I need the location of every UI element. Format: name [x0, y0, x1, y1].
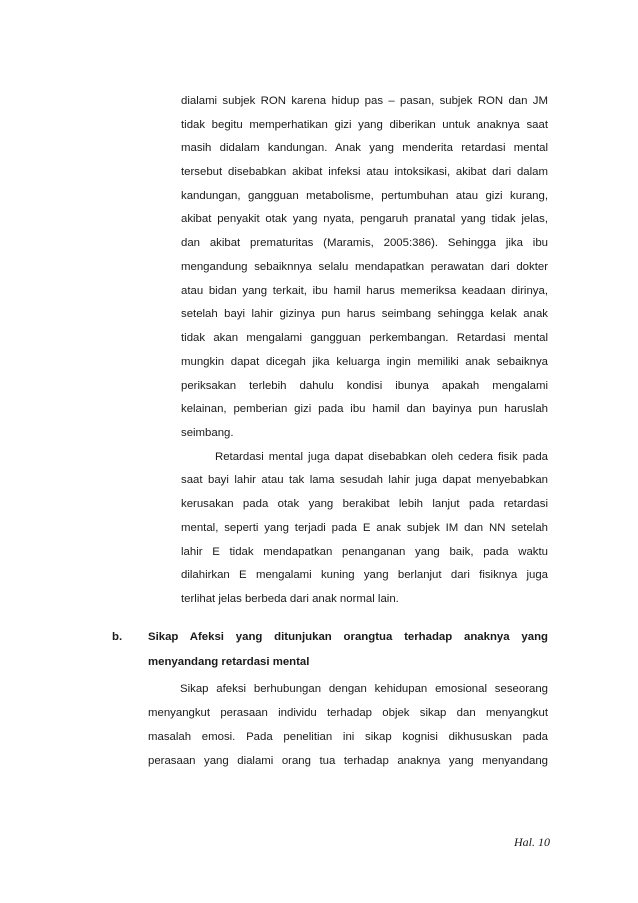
- text-line: dialami subjek RON karena hidup pas – pasan, subjek RON dan JM: [181, 95, 548, 107]
- text-line: dan akibat prematuritas (Maramis, 2005:386). Sehingga jika ibu: [181, 237, 548, 249]
- text-line: perasaan yang dialami orang tua terhadap anaknya yang menyandang: [148, 755, 548, 767]
- section-marker: b.: [112, 631, 123, 643]
- section-heading: Sikap Afeksi yang ditunjukan orangtua terhadap anaknya yang: [148, 631, 548, 643]
- text-line: akibat penyakit otak yang nyata, pengaruh pranatal yang tidak jelas,: [181, 213, 548, 225]
- text-line: seimbang.: [181, 427, 234, 439]
- text-line: tidak akan mengalami gangguan perkembangan. Retardasi mental: [181, 332, 548, 344]
- text-line: mungkin dapat dicegah jika keluarga ingin memiliki anak sebaiknya: [181, 356, 548, 368]
- text-line: mengandung sebaiknnya selalu mendapatkan perawatan dari dokter: [181, 261, 548, 273]
- text-line: tidak begitu memperhatikan gizi yang diberikan untuk anaknya saat: [181, 119, 548, 131]
- text-line: menyangkut perasaan individu terhadap objek sikap dan menyangkut: [148, 707, 548, 719]
- text-line: kelainan, pemberian gizi pada ibu hamil dan bayinya pun haruslah: [181, 403, 548, 415]
- text-line: saat bayi lahir atau tak lama sesudah lahir juga dapat menyebabkan: [181, 474, 548, 486]
- text-line: masalah emosi. Pada penelitian ini sikap kognisi dikhususkan pada: [148, 731, 548, 743]
- text-line: Sikap afeksi berhubungan dengan kehidupan emosional seseorang: [180, 683, 548, 695]
- text-line: tersebut disebabkan akibat infeksi atau intoksikasi, akibat dari dalam: [181, 166, 548, 178]
- text-line: terlihat jelas berbeda dari anak normal lain.: [181, 593, 399, 605]
- text-line: mental, seperti yang terjadi pada E anak subjek IM dan NN setelah: [181, 522, 548, 534]
- page-number: Hal. 10: [514, 835, 550, 849]
- text-line: setelah bayi lahir gizinya pun harus seimbang sehingga kelak anak: [181, 308, 548, 320]
- text-line: periksakan terlebih dahulu kondisi ibunya apakah mengalami: [181, 380, 548, 392]
- text-line: kerusakan pada otak yang berakibat lebih lanjut pada retardasi: [181, 498, 548, 510]
- text-line: dilahirkan E mengalami kuning yang berlanjut dari fisiknya juga: [181, 569, 548, 581]
- section-heading: menyandang retardasi mental: [148, 656, 310, 668]
- text-line: atau bidan yang terkait, ibu hamil harus memeriksa keadaan dirinya,: [181, 285, 548, 297]
- text-line: kandungan, gangguan metabolisme, pertumbuhan atau gizi kurang,: [181, 190, 548, 202]
- text-line: Retardasi mental juga dapat disebabkan oleh cedera fisik pada: [215, 451, 548, 463]
- text-line: lahir E tidak mendapatkan penanganan yang baik, pada waktu: [181, 546, 548, 558]
- text-line: masih didalam kandungan. Anak yang menderita retardasi mental: [181, 142, 548, 154]
